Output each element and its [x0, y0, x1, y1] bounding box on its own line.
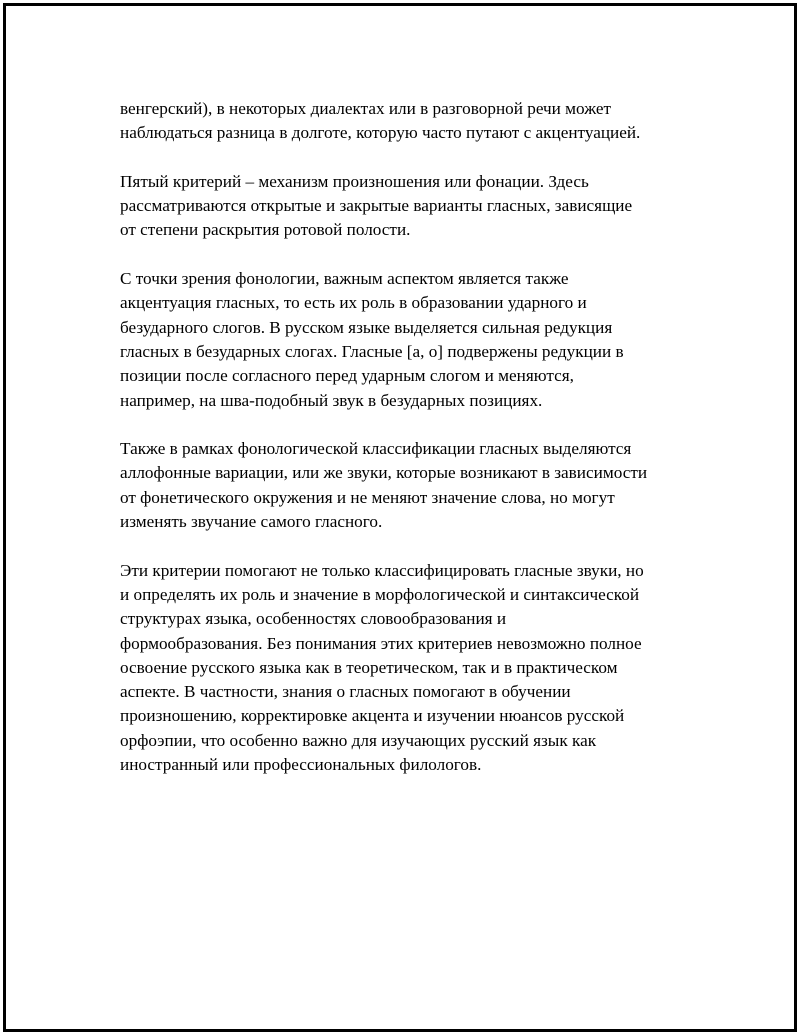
paragraph-4	[120, 437, 700, 534]
text-line: орфоэпии, что особенно важно для изучающих русский язык как	[120, 730, 597, 750]
text-line: безударного слогов. В русском языке выделяется сильная редукция	[120, 317, 613, 337]
text-line: аспекте. В частности, знания о гласных помогают в обучении	[120, 682, 571, 702]
paragraph-5	[120, 559, 700, 778]
text-line: формообразования. Без понимания этих критериев невозможно полное	[120, 633, 642, 653]
document-body	[120, 97, 700, 802]
text-line: иностранный или профессиональных филологов.	[120, 755, 482, 775]
text-line: и определять их роль и значение в морфологической и синтаксической	[120, 584, 640, 604]
text-line: наблюдаться разница в долготе, которую часто путают с акцентуацией.	[120, 123, 641, 143]
text-line: акцентуация гласных, то есть их роль в образовании ударного и	[120, 293, 587, 313]
text-line: рассматриваются открытые и закрытые варианты гласных, зависящие	[120, 196, 633, 216]
text-line: аллофонные вариации, или же звуки, которые возникают в зависимости	[120, 463, 648, 483]
text-line: от степени раскрытия ротовой полости.	[120, 220, 411, 240]
text-line: произношению, корректировке акцента и изучении нюансов русской	[120, 706, 625, 726]
text-line: например, на шва-подобный звук в безударных позициях.	[120, 390, 543, 410]
text-line: Пятый критерий – механизм произношения или фонации. Здесь	[120, 171, 589, 191]
text-line: С точки зрения фонологии, важным аспектом является также	[120, 269, 569, 289]
text-line: Эти критерии помогают не только классифицировать гласные звуки, но	[120, 560, 644, 580]
paragraph-2	[120, 170, 700, 243]
text-line: гласных в безударных слогах. Гласные [а, о] подвержены редукции в	[120, 341, 624, 361]
paragraph-3	[120, 267, 700, 413]
document-page	[3, 3, 797, 1032]
text-line: позиции после согласного перед ударным слогом и меняются,	[120, 366, 574, 386]
text-line: Также в рамках фонологической классификации гласных выделяются	[120, 439, 632, 459]
paragraph-1	[120, 97, 700, 146]
text-line: изменять звучание самого гласного.	[120, 512, 383, 532]
text-line: освоение русского языка как в теоретическом, так и в практическом	[120, 657, 618, 677]
text-line: венгерский), в некоторых диалектах или в разговорной речи может	[120, 99, 612, 118]
text-line: от фонетического окружения и не меняют значение слова, но могут	[120, 487, 615, 507]
text-line: структурах языка, особенностях словообразования и	[120, 609, 507, 629]
